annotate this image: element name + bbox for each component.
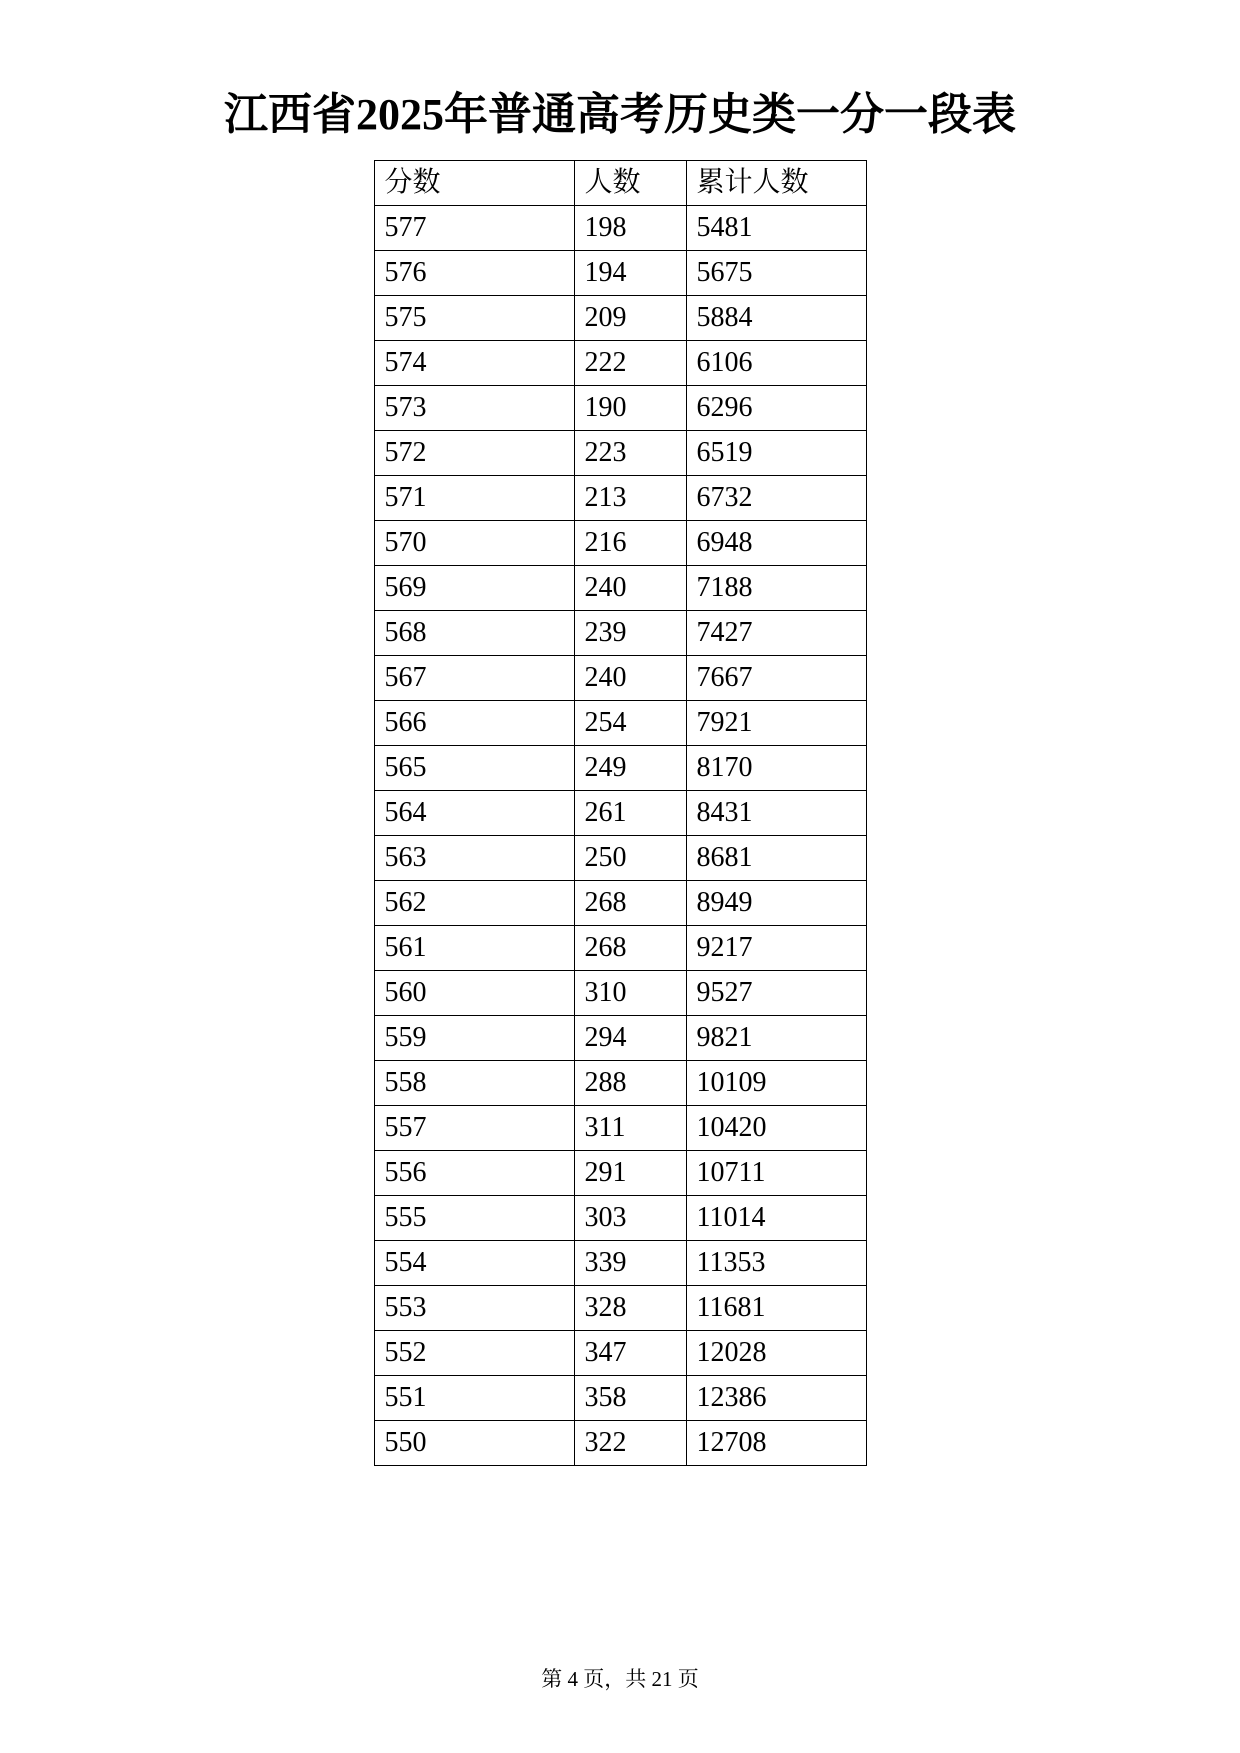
column-header-count: 人数: [574, 161, 686, 206]
cell-cumulative: 6296: [686, 386, 866, 431]
table-row: [374, 656, 866, 701]
cell-score: 576: [374, 251, 574, 296]
cell-cumulative: 5884: [686, 296, 866, 341]
table-row: [374, 1331, 866, 1376]
footer-total-pages: 21: [651, 1667, 673, 1691]
cell-count: 310: [574, 971, 686, 1016]
cell-cumulative: 12708: [686, 1421, 866, 1466]
cell-score: 565: [374, 746, 574, 791]
cell-count: 249: [574, 746, 686, 791]
cell-cumulative: 11353: [686, 1241, 866, 1286]
cell-cumulative: 9821: [686, 1016, 866, 1061]
table-row: [374, 611, 866, 656]
cell-count: 291: [574, 1151, 686, 1196]
cell-score: 557: [374, 1106, 574, 1151]
cell-cumulative: 8170: [686, 746, 866, 791]
cell-cumulative: 7427: [686, 611, 866, 656]
page-footer: [0, 1663, 1240, 1693]
cell-score: 574: [374, 341, 574, 386]
cell-count: 328: [574, 1286, 686, 1331]
cell-count: 294: [574, 1016, 686, 1061]
cell-score: 575: [374, 296, 574, 341]
table-row: [374, 476, 866, 521]
cell-count: 213: [574, 476, 686, 521]
cell-cumulative: 6732: [686, 476, 866, 521]
table-row: [374, 1151, 866, 1196]
table-row: [374, 1061, 866, 1106]
cell-count: 239: [574, 611, 686, 656]
cell-score: 566: [374, 701, 574, 746]
cell-cumulative: 8431: [686, 791, 866, 836]
cell-cumulative: 10109: [686, 1061, 866, 1106]
cell-count: 223: [574, 431, 686, 476]
cell-count: 268: [574, 926, 686, 971]
cell-score: 562: [374, 881, 574, 926]
cell-cumulative: 5481: [686, 206, 866, 251]
cell-score: 555: [374, 1196, 574, 1241]
table-row: [374, 296, 866, 341]
cell-count: 194: [574, 251, 686, 296]
cell-score: 554: [374, 1241, 574, 1286]
cell-score: 552: [374, 1331, 574, 1376]
cell-score: 558: [374, 1061, 574, 1106]
cell-cumulative: 10420: [686, 1106, 866, 1151]
cell-cumulative: 6106: [686, 341, 866, 386]
table-row: [374, 701, 866, 746]
score-distribution-table: [374, 160, 867, 1466]
cell-count: 268: [574, 881, 686, 926]
cell-score: 563: [374, 836, 574, 881]
table-row: [374, 1421, 866, 1466]
cell-cumulative: 6519: [686, 431, 866, 476]
table-row: [374, 1286, 866, 1331]
cell-cumulative: 11014: [686, 1196, 866, 1241]
table-row: [374, 206, 866, 251]
table-header: [374, 161, 866, 206]
cell-score: 564: [374, 791, 574, 836]
cell-score: 553: [374, 1286, 574, 1331]
table-row: [374, 521, 866, 566]
footer-current-page: 4: [567, 1667, 578, 1691]
cell-cumulative: 12386: [686, 1376, 866, 1421]
cell-cumulative: 7188: [686, 566, 866, 611]
cell-count: 190: [574, 386, 686, 431]
cell-score: 560: [374, 971, 574, 1016]
cell-score: 567: [374, 656, 574, 701]
table-row: [374, 971, 866, 1016]
cell-count: 240: [574, 656, 686, 701]
table-row: [374, 431, 866, 476]
cell-cumulative: 8949: [686, 881, 866, 926]
table-row: [374, 1241, 866, 1286]
table-row: [374, 1196, 866, 1241]
cell-cumulative: 11681: [686, 1286, 866, 1331]
cell-count: 216: [574, 521, 686, 566]
footer-middle: 页，共: [583, 1667, 647, 1691]
cell-cumulative: 9217: [686, 926, 866, 971]
score-table-container: [110, 160, 1130, 1466]
cell-score: 561: [374, 926, 574, 971]
table-row: [374, 881, 866, 926]
cell-count: 261: [574, 791, 686, 836]
table-row: [374, 1106, 866, 1151]
cell-count: 222: [574, 341, 686, 386]
cell-count: 339: [574, 1241, 686, 1286]
table-row: [374, 836, 866, 881]
cell-count: 209: [574, 296, 686, 341]
cell-score: 571: [374, 476, 574, 521]
cell-count: 250: [574, 836, 686, 881]
cell-count: 240: [574, 566, 686, 611]
footer-suffix: 页: [677, 1667, 699, 1691]
table-body: [374, 206, 866, 1466]
table-row: [374, 791, 866, 836]
table-row: [374, 341, 866, 386]
cell-count: 198: [574, 206, 686, 251]
cell-cumulative: 7667: [686, 656, 866, 701]
cell-count: 311: [574, 1106, 686, 1151]
cell-score: 569: [374, 566, 574, 611]
cell-score: 570: [374, 521, 574, 566]
column-header-score: 分数: [374, 161, 574, 206]
table-row: [374, 566, 866, 611]
footer-prefix: 第: [541, 1667, 563, 1691]
cell-count: 303: [574, 1196, 686, 1241]
cell-cumulative: 8681: [686, 836, 866, 881]
cell-score: 577: [374, 206, 574, 251]
cell-score: 550: [374, 1421, 574, 1466]
cell-score: 568: [374, 611, 574, 656]
table-header-row: [374, 161, 866, 206]
cell-cumulative: 7921: [686, 701, 866, 746]
cell-cumulative: 12028: [686, 1331, 866, 1376]
table-row: [374, 746, 866, 791]
cell-cumulative: 5675: [686, 251, 866, 296]
cell-score: 556: [374, 1151, 574, 1196]
table-row: [374, 1016, 866, 1061]
table-row: [374, 251, 866, 296]
cell-score: 573: [374, 386, 574, 431]
cell-count: 358: [574, 1376, 686, 1421]
cell-score: 551: [374, 1376, 574, 1421]
column-header-cumulative: 累计人数: [686, 161, 866, 206]
cell-count: 288: [574, 1061, 686, 1106]
cell-count: 347: [574, 1331, 686, 1376]
cell-cumulative: 9527: [686, 971, 866, 1016]
table-row: [374, 926, 866, 971]
cell-cumulative: 6948: [686, 521, 866, 566]
table-row: [374, 386, 866, 431]
cell-count: 322: [574, 1421, 686, 1466]
table-row: [374, 1376, 866, 1421]
cell-score: 572: [374, 431, 574, 476]
page-title: 江西省2025年普通高考历史类一分一段表: [224, 90, 1016, 139]
cell-count: 254: [574, 701, 686, 746]
cell-score: 559: [374, 1016, 574, 1061]
cell-cumulative: 10711: [686, 1151, 866, 1196]
